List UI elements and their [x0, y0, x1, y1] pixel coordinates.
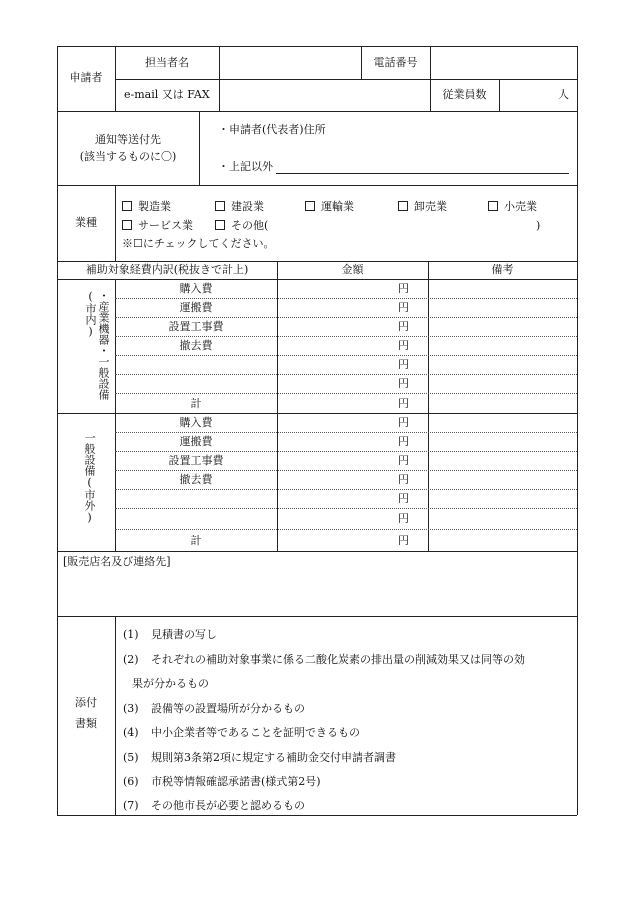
notification-label-line1: 通知等送付先	[95, 133, 161, 146]
contact-person-field[interactable]	[222, 56, 358, 70]
dealer-field[interactable]	[60, 572, 574, 614]
notification-other-address-line[interactable]	[276, 173, 569, 174]
expense-out-item-installation: 設置工事費	[168, 454, 224, 467]
expense-header-breakdown: 補助対象経費内訳(税抜きで計上)	[85, 263, 249, 276]
notification-label-line2: (該当するものに〇)	[79, 150, 177, 163]
employees-label: 従業員数	[442, 88, 487, 101]
attachment-item: (2) それぞれの補助対象事業に係る二酸化炭素の排出量の削減効果又は同等の効	[123, 653, 525, 666]
attachment-item: (7) その他市長が必要と認めるもの	[123, 799, 305, 812]
currency-unit: 円	[398, 282, 409, 295]
industry-option-construction[interactable]: 建設業	[215, 200, 264, 214]
dealer-label: [販売店名及び連絡先]	[63, 555, 171, 568]
checkbox-icon	[122, 201, 132, 211]
currency-unit: 円	[398, 512, 409, 525]
attachments-label-line1: 添付	[75, 696, 97, 709]
phone-label: 電話番号	[373, 56, 418, 69]
expense-in-item-blank[interactable]	[115, 358, 277, 372]
attachment-item: (6) 市税等情報確認承諾書(様式第2号)	[123, 775, 321, 788]
expense-out-total-label: 計	[190, 534, 202, 547]
notification-option-applicant-address[interactable]: ・申請者(代表者)住所	[218, 123, 326, 136]
expense-in-item-transport: 運搬費	[179, 301, 213, 314]
attachment-item: (5) 規則第3条第2項に規定する補助金交付申請者調書	[123, 751, 396, 764]
expense-group-in-city-label: ・産業機器・一般設備(市内)	[84, 290, 110, 400]
industry-instruction: ※☐にチェックしてください。	[122, 237, 275, 250]
attachment-item-continuation: 果が分かるもの	[132, 677, 209, 690]
currency-unit: 円	[398, 320, 409, 333]
expense-header-remarks: 備考	[491, 263, 514, 276]
attachment-item: (4) 中小企業者等であることを証明できるもの	[123, 726, 360, 739]
email-fax-field[interactable]	[222, 88, 427, 102]
currency-unit: 円	[398, 534, 409, 547]
currency-unit: 円	[398, 397, 409, 410]
expense-in-item-blank[interactable]	[115, 377, 277, 391]
currency-unit: 円	[398, 473, 409, 486]
expense-in-item-purchase: 購入費	[179, 282, 213, 295]
expense-out-item-transport: 運搬費	[179, 435, 213, 448]
expense-group-out-city-label: 一般設備(市外)	[83, 432, 96, 524]
industry-option-manufacturing[interactable]: 製造業	[122, 200, 171, 214]
industry-label: 業種	[75, 216, 97, 229]
currency-unit: 円	[398, 377, 409, 390]
expense-out-item-blank[interactable]	[115, 512, 277, 526]
currency-unit: 円	[398, 492, 409, 505]
expense-header-amount: 金額	[341, 263, 364, 276]
employees-unit: 人	[558, 88, 569, 101]
expense-out-item-purchase: 購入費	[179, 416, 213, 429]
contact-person-label: 担当者名	[145, 56, 189, 69]
notification-option-other[interactable]: ・上記以外	[218, 160, 273, 173]
industry-option-service[interactable]: サービス業	[122, 219, 193, 233]
expense-in-item-installation: 設置工事費	[168, 320, 224, 333]
currency-unit: 円	[398, 339, 409, 352]
checkbox-icon	[122, 220, 132, 230]
checkbox-icon	[305, 201, 315, 211]
checkbox-icon	[398, 201, 408, 211]
attachments-label-line2: 書類	[75, 717, 97, 730]
attachment-item: (3) 設備等の設置場所が分かるもの	[123, 702, 305, 715]
industry-option-retail[interactable]: 小売業	[488, 200, 537, 214]
currency-unit: 円	[398, 435, 409, 448]
currency-unit: 円	[398, 301, 409, 314]
expense-in-item-removal: 撤去費	[179, 339, 213, 352]
industry-option-wholesale[interactable]: 卸売業	[398, 200, 447, 214]
attachment-item: (1) 見積書の写し	[123, 628, 217, 641]
industry-option-other[interactable]: その他(	[215, 219, 268, 233]
currency-unit: 円	[398, 416, 409, 429]
currency-unit: 円	[398, 454, 409, 467]
checkbox-icon	[215, 220, 225, 230]
expense-in-total-label: 計	[190, 397, 202, 410]
industry-other-close-paren: )	[536, 219, 541, 232]
email-fax-label: e-mail 又は FAX	[124, 88, 210, 101]
expense-out-item-blank[interactable]	[115, 492, 277, 506]
industry-option-transport[interactable]: 運輸業	[305, 200, 354, 214]
currency-unit: 円	[398, 358, 409, 371]
phone-field[interactable]	[433, 56, 573, 70]
applicant-section-label: 申請者	[69, 71, 103, 84]
expense-out-item-removal: 撤去費	[179, 473, 213, 486]
checkbox-icon	[215, 201, 225, 211]
checkbox-icon	[488, 201, 498, 211]
